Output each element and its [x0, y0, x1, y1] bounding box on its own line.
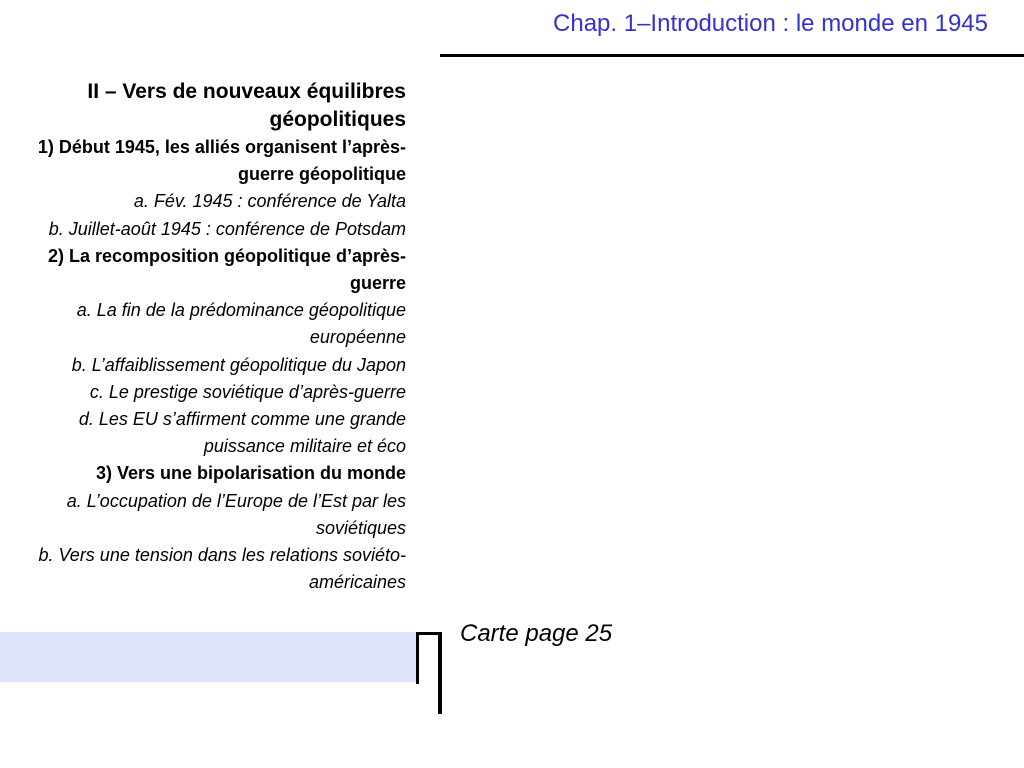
section-2-item-a: a. La fin de la prédominance géopolitique européenne	[76, 300, 406, 348]
title-divider	[440, 54, 1024, 57]
highlight-band	[0, 632, 416, 682]
section-2-item-d: d. Les EU s’affirment comme une grande puissance militaire et éco	[78, 409, 406, 457]
section-2-item-c: c. Le prestige soviétique d’après-guerre	[89, 381, 406, 402]
slide-title: Chap. 1–Introduction : le monde en 1945	[553, 10, 988, 37]
section-2-item-b: b. L’affaiblissement géopolitique du Japon	[71, 354, 406, 375]
map-reference-note: Carte page 25	[460, 620, 613, 647]
section-1-item-b: b. Juillet-août 1945 : conférence de Potsdam	[48, 218, 406, 239]
bracket-line	[438, 632, 442, 714]
part-title: II – Vers de nouveaux équilibres géopolitiques	[87, 80, 406, 131]
outline	[6, 78, 406, 596]
section-1-title: 1) Début 1945, les alliés organisent l’après-guerre géopolitique	[37, 137, 406, 185]
section-3-title: 3) Vers une bipolarisation du monde	[95, 463, 406, 484]
bracket-tick	[416, 632, 419, 684]
section-2-title: 2) La recomposition géopolitique d’après-guerre	[47, 245, 406, 294]
section-3-item-a: a. L’occupation de l’Europe de l’Est par les soviétiques	[66, 490, 406, 538]
bracket-connector	[416, 632, 440, 635]
section-3-item-b: b. Vers une tension dans les relations soviéto-américaines	[38, 545, 406, 593]
section-1-item-a: a. Fév. 1945 : conférence de Yalta	[133, 191, 406, 212]
